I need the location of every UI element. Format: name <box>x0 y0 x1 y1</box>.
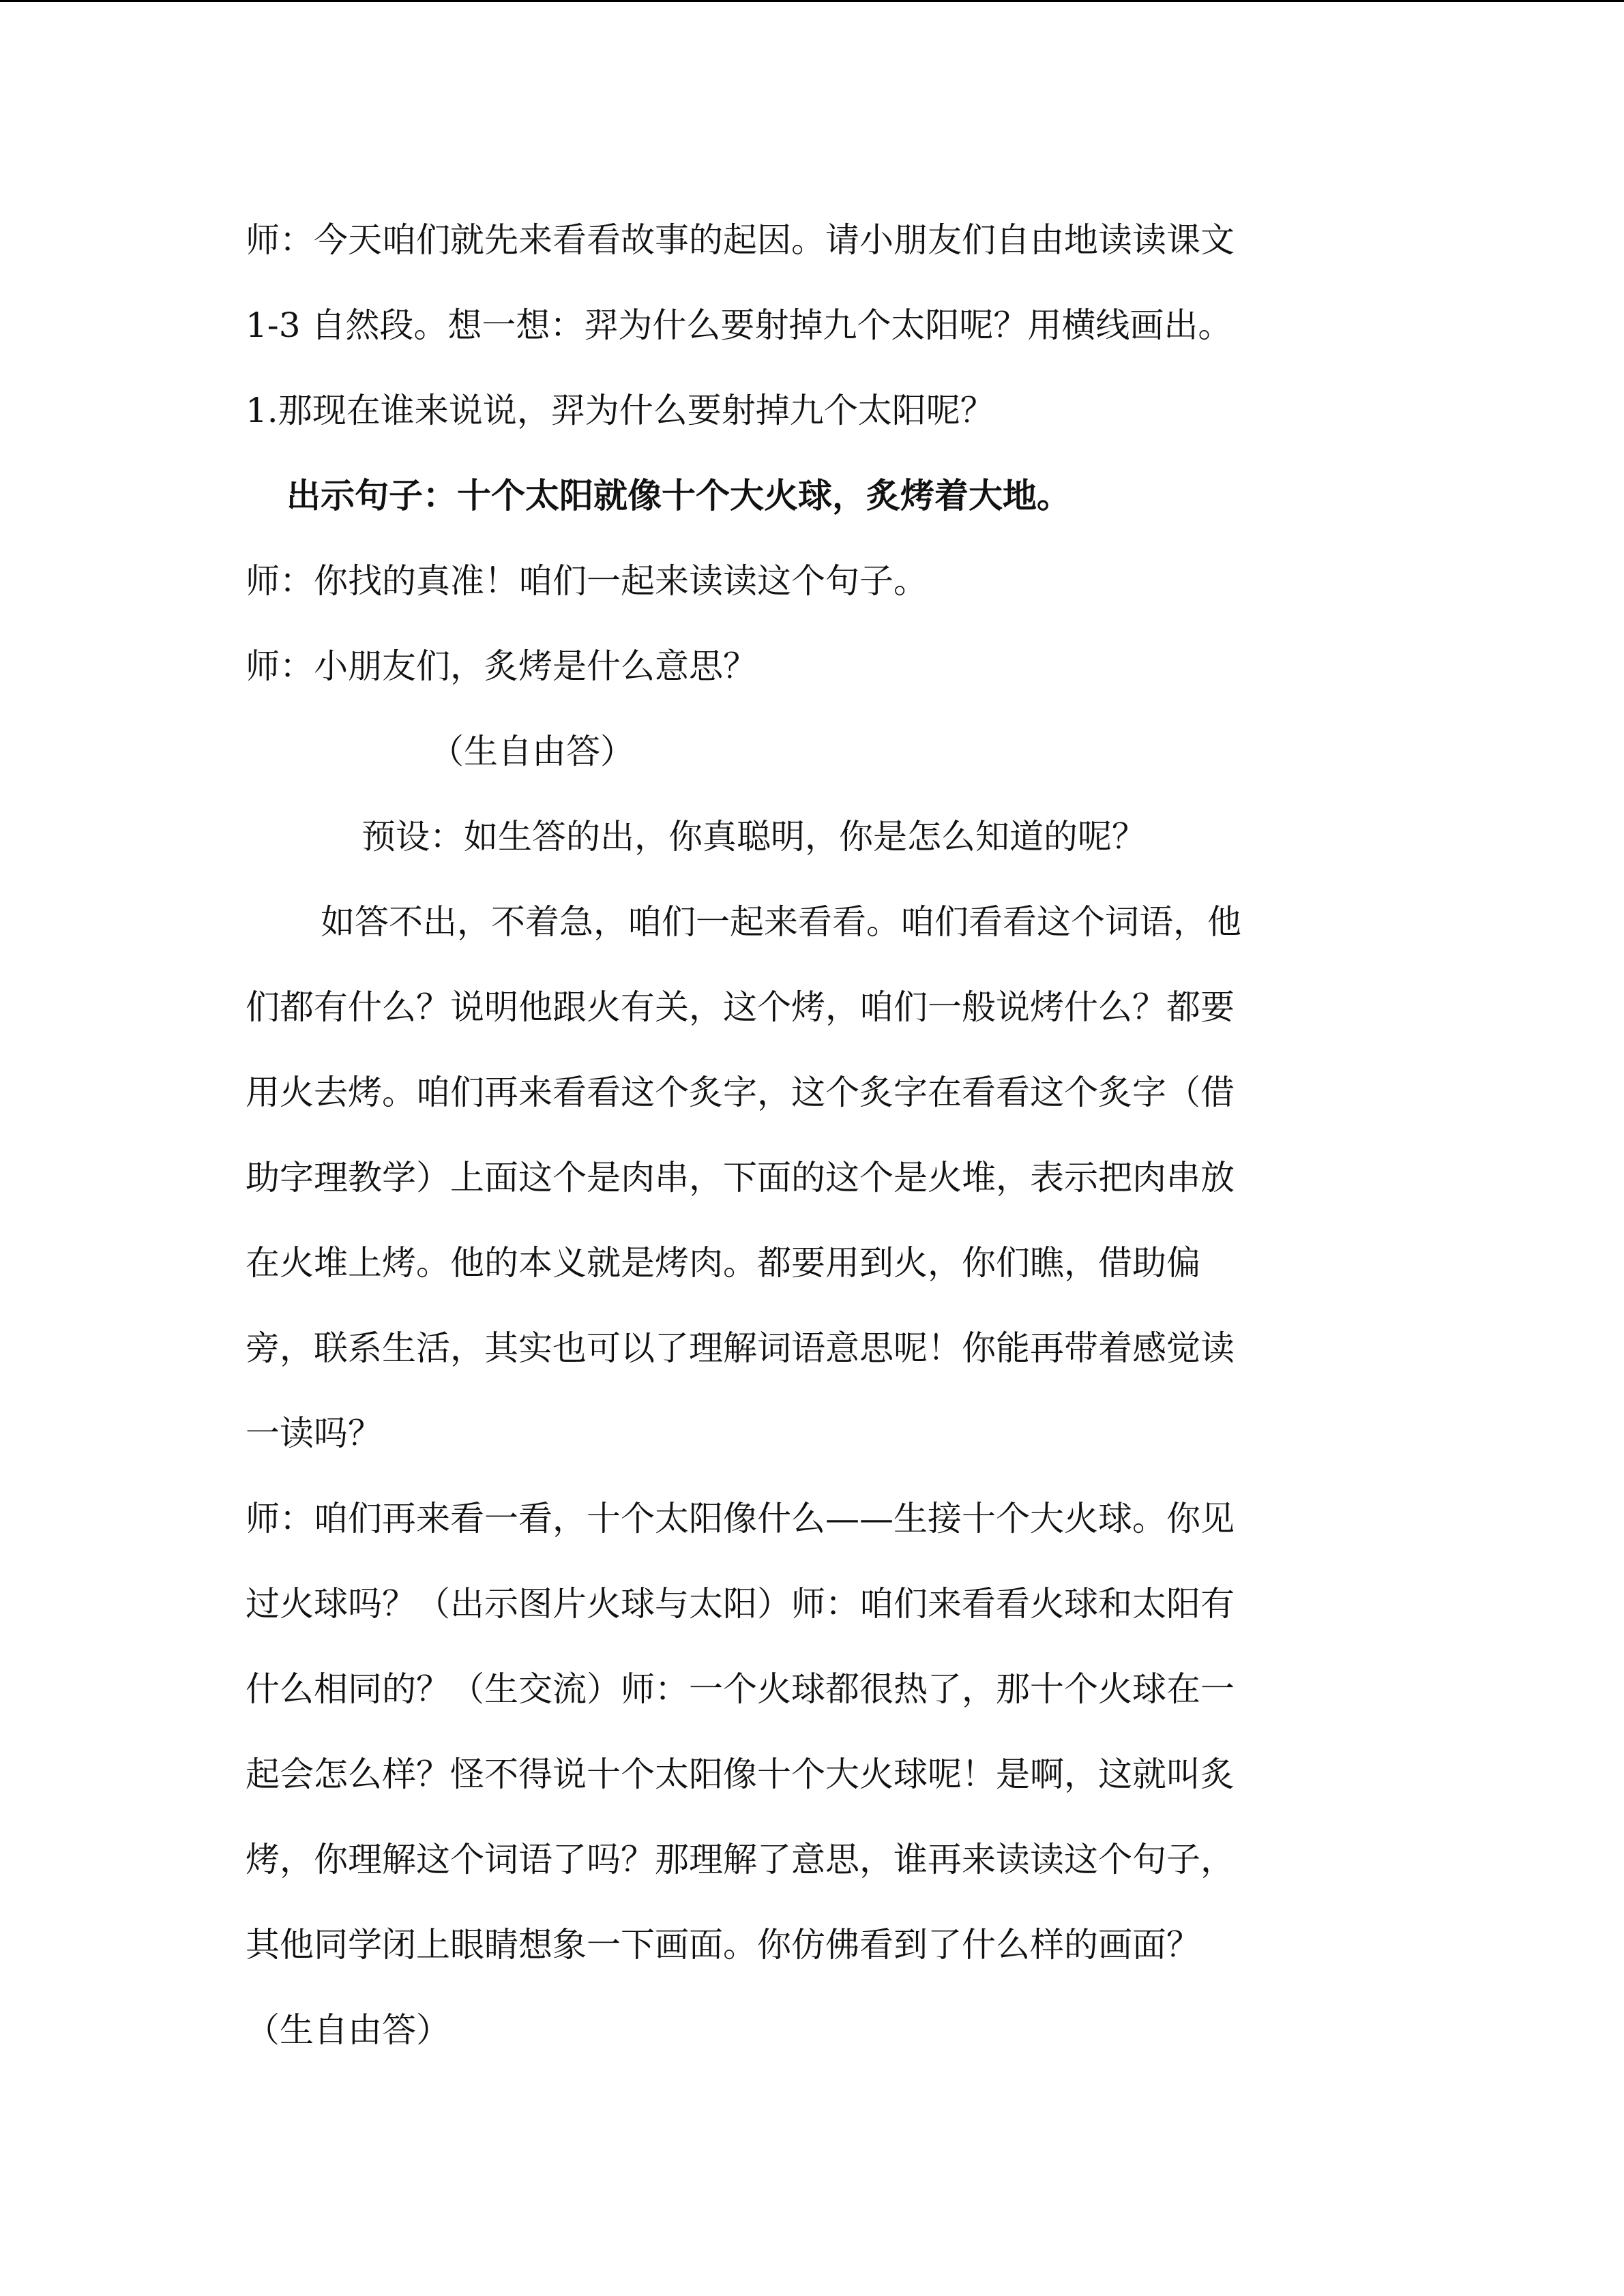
text-line-14: 旁，联系生活，其实也可以了理解词语意思呢！你能再带着感觉读 <box>246 1328 1235 1368</box>
text-line-22: （生自由答） <box>246 2010 450 2050</box>
text-line-15: 一读吗？ <box>246 1414 382 1453</box>
paragraph-start: 如答不出，不着急，咱们一起来看看。咱们看看这个词语，他 <box>321 902 1241 942</box>
text-line-20: 烤，你理解这个词语了吗？那理解了意思，谁再来读读这个句子， <box>246 1840 1235 1879</box>
text-line-16: 师：咱们再来看一看，十个太阳像什么——生接十个大火球。你见 <box>246 1499 1235 1538</box>
highlighted-sentence: 出示句子：十个太阳就像十个大火球，炙烤着大地。 <box>286 475 1071 516</box>
text-line-21: 其他同学闭上眼睛想象一下画面。你仿佛看到了什么样的画面？ <box>246 1925 1200 1965</box>
text-line-10: 们都有什么？说明他跟火有关，这个烤，咱们一般说烤什么？都要 <box>246 987 1235 1027</box>
text-line-5: 师：你找的真准！咱们一起来读读这个句子。 <box>246 561 928 601</box>
text-line-11: 用火去烤。咱们再来看看这个炙字，这个炙字在看看这个炙字（借 <box>246 1073 1235 1112</box>
text-line-2: 1-3 自然段。想一想：羿为什么要射掉九个太阳呢？用横线画出。 <box>246 305 1232 345</box>
text-line-3: 1.那现在谁来说说，羿为什么要射掉九个太阳呢？ <box>246 391 994 430</box>
text-line-6: 师：小朋友们，炙烤是什么意思？ <box>246 646 757 686</box>
preset-answer: 预设：如生答的出，你真聪明，你是怎么知道的呢？ <box>361 817 1146 856</box>
page-top-border <box>0 0 1624 2</box>
text-line-13: 在火堆上烤。他的本义就是烤肉。都要用到火，你们瞧，借助偏 <box>246 1243 1200 1283</box>
text-line-17: 过火球吗？（出示图片火球与太阳）师：咱们来看看火球和太阳有 <box>246 1584 1235 1624</box>
text-line-19: 起会怎么样？怪不得说十个太阳像十个大火球呢！是啊，这就叫炙 <box>246 1755 1235 1794</box>
text-line-1: 师：今天咱们就先来看看故事的起因。请小朋友们自由地读读课文 <box>246 220 1235 260</box>
text-line-12: 助字理教学）上面这个是肉串，下面的这个是火堆，表示把肉串放 <box>246 1158 1235 1197</box>
student-answer-note: （生自由答） <box>430 732 634 771</box>
text-line-18: 什么相同的？（生交流）师：一个火球都很热了，那十个火球在一 <box>246 1669 1235 1709</box>
